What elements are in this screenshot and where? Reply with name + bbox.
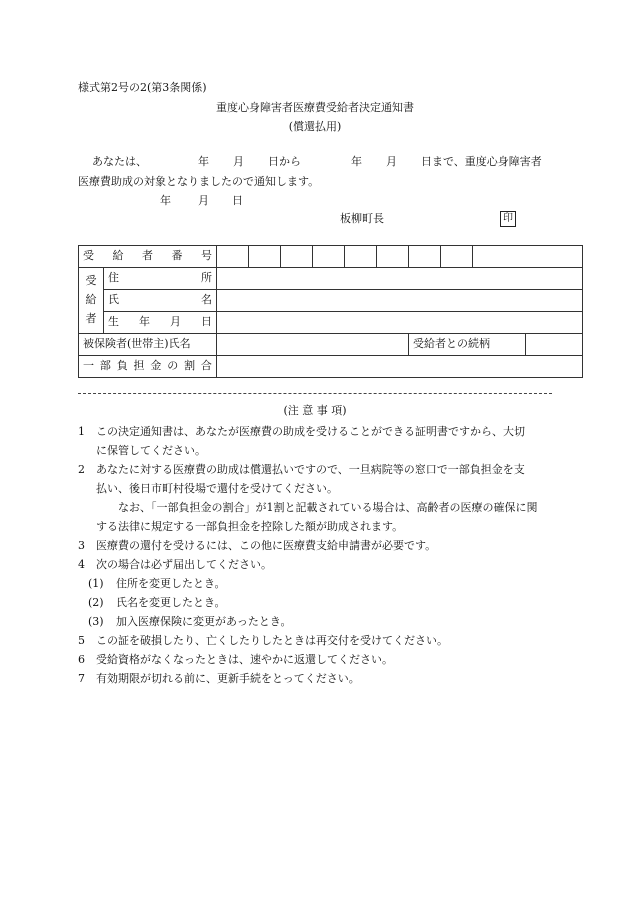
recipient-number-digit-cell[interactable] [377,246,409,268]
from-year-label: 年 [198,155,209,168]
recipient-number-digit-cell[interactable] [217,246,249,268]
birthdate-row [79,312,583,334]
notes-heading: (注 意 事 項) [283,404,347,417]
birthdate-value-cell[interactable] [217,312,583,334]
note-number: 6 [78,653,85,666]
recipient-number-label-char: 者 [142,249,153,263]
issuer-line [78,211,556,229]
address-row [79,268,583,290]
recipient-group-char: 受 [85,274,97,288]
recipient-number-digit-cell[interactable] [313,246,345,268]
to-day-label: 日まで、重度心身障害者 [421,155,542,168]
note-text: 有効期限が切れる前に、更新手続をとってください。 [96,672,360,685]
notice-line-2: 医療費助成の対象となりましたので通知します。 [78,175,320,188]
name-label-char: 名 [201,293,212,307]
birthdate-label-char: 日 [201,315,212,329]
birthdate-label-char: 生 [108,315,119,329]
recipient-number-label [83,248,212,265]
note-paragraph: なお、「一部負担金の割合」が1割と記載されている場合は、高齢者の医療の確保に関 [118,501,538,514]
from-day-label: 日から [268,155,301,168]
birthdate-label-char: 年 [139,315,150,329]
note-item [78,536,558,555]
copay-label-cell [79,356,217,378]
copay-label-char: 合 [200,359,212,373]
note-continuation: 払い、後日市町村役場で還付を受けてください。 [96,482,338,495]
seal-mark: 印 [500,211,516,227]
note-subtext: 加入医療保険に変更があったとき。 [116,615,292,628]
notice-line-1 [78,154,556,172]
document-subtitle: (償還払用) [288,120,342,133]
copay-label-char: 部 [99,359,111,373]
note-subitem [78,574,558,593]
note-subtext: 氏名を変更したとき。 [116,596,226,609]
note-item [78,460,558,479]
to-month-label: 月 [386,155,397,168]
note-number: 4 [78,558,85,571]
address-label [108,270,212,287]
note-item [78,650,558,669]
name-value-cell[interactable] [217,290,583,312]
insured-row [79,334,583,356]
recipient-number-label-cell [79,246,217,268]
issue-year-label: 年 [160,194,171,207]
note-item [78,422,558,441]
recipient-number-digit-cell[interactable] [345,246,377,268]
recipient-number-digit-cell[interactable] [409,246,441,268]
note-text: 次の場合は必ず届出してください。 [96,558,272,571]
relationship-label-cell: 受給者との続柄 [409,334,526,356]
recipient-number-label-char: 給 [112,249,124,263]
note-item [78,555,558,574]
insured-name-value-cell[interactable] [217,334,409,356]
form-number-label: 様式第2号の2(第3条関係) [78,81,207,94]
notice-text-start: あなたは、 [92,155,147,168]
note-subnumber: (2) [88,596,104,609]
copay-value-cell[interactable] [217,356,583,378]
relationship-value-cell[interactable] [526,334,583,356]
birthdate-label-cell [104,312,217,334]
note-continuation: に保管してください。 [96,444,206,457]
recipient-number-label-char: 号 [201,249,212,263]
recipient-group-label [79,268,104,334]
note-item [78,669,558,688]
cut-line-divider [78,393,552,394]
address-value-cell[interactable] [217,268,583,290]
address-label-char: 住 [108,271,119,285]
note-number: 2 [78,463,85,476]
name-label-cell [104,290,217,312]
birthdate-label-char: 月 [170,315,181,329]
note-text: 医療費の還付を受けるには、この他に医療費支給申請書が必要です。 [96,539,437,552]
notes-list [78,422,558,688]
copay-row [79,356,583,378]
recipient-number-label-char: 番 [171,249,183,263]
from-month-label: 月 [233,155,244,168]
note-number: 3 [78,539,85,552]
note-subitem [78,612,558,631]
copay-label [83,358,212,375]
recipient-group-char: 者 [85,311,97,325]
issue-date-line [78,193,556,211]
copay-label-char: 負 [116,359,128,373]
note-subnumber: (1) [88,577,104,590]
name-row [79,290,583,312]
note-number: 1 [78,425,85,438]
note-subitem [78,593,558,612]
copay-label-char: 金 [150,359,162,373]
recipient-number-digit-cell[interactable] [281,246,313,268]
recipient-group-char: 給 [85,293,97,307]
issue-day-label: 日 [232,194,243,207]
address-label-cell [104,268,217,290]
note-text: この決定通知書は、あなたが医療費の助成を受けることができる証明書ですから、大切 [96,425,525,438]
note-subtext: 住所を変更したとき。 [116,577,226,590]
recipient-number-extra-cell[interactable] [473,246,583,268]
recipient-number-row [79,246,583,268]
to-year-label: 年 [351,155,362,168]
recipient-number-digit-cell[interactable] [249,246,281,268]
copay-label-char: 担 [133,359,145,373]
recipient-number-digit-cell[interactable] [441,246,473,268]
name-label-char: 氏 [108,293,119,307]
birthdate-label [108,314,212,331]
address-label-char: 所 [201,271,212,285]
document-title: 重度心身障害者医療費受給者決定通知書 [216,101,414,114]
note-text: 受給資格がなくなったときは、速やかに返還してください。 [96,653,393,666]
note-text: あなたに対する医療費の助成は償還払いですので、一旦病院等の窓口で一部負担金を支 [96,463,525,476]
copay-label-char: の [167,359,179,373]
insured-label-cell: 被保険者(世帯主)氏名 [79,334,217,356]
issue-month-label: 月 [198,194,209,207]
note-continuation: する法律に規定する一部負担金を控除した額が助成されます。 [96,520,404,533]
copay-label-char: 一 [83,359,94,373]
note-subnumber: (3) [88,615,104,628]
note-item [78,631,558,650]
note-number: 5 [78,634,85,647]
copay-label-char: 割 [184,359,196,373]
mayor-label: 板柳町長 [340,212,384,225]
name-label [108,292,212,309]
recipient-info-table [78,245,583,378]
note-number: 7 [78,672,85,685]
note-text: この証を破損したり、亡くしたりしたときは再交付を受けてください。 [96,634,448,647]
recipient-number-label-char: 受 [83,249,94,263]
